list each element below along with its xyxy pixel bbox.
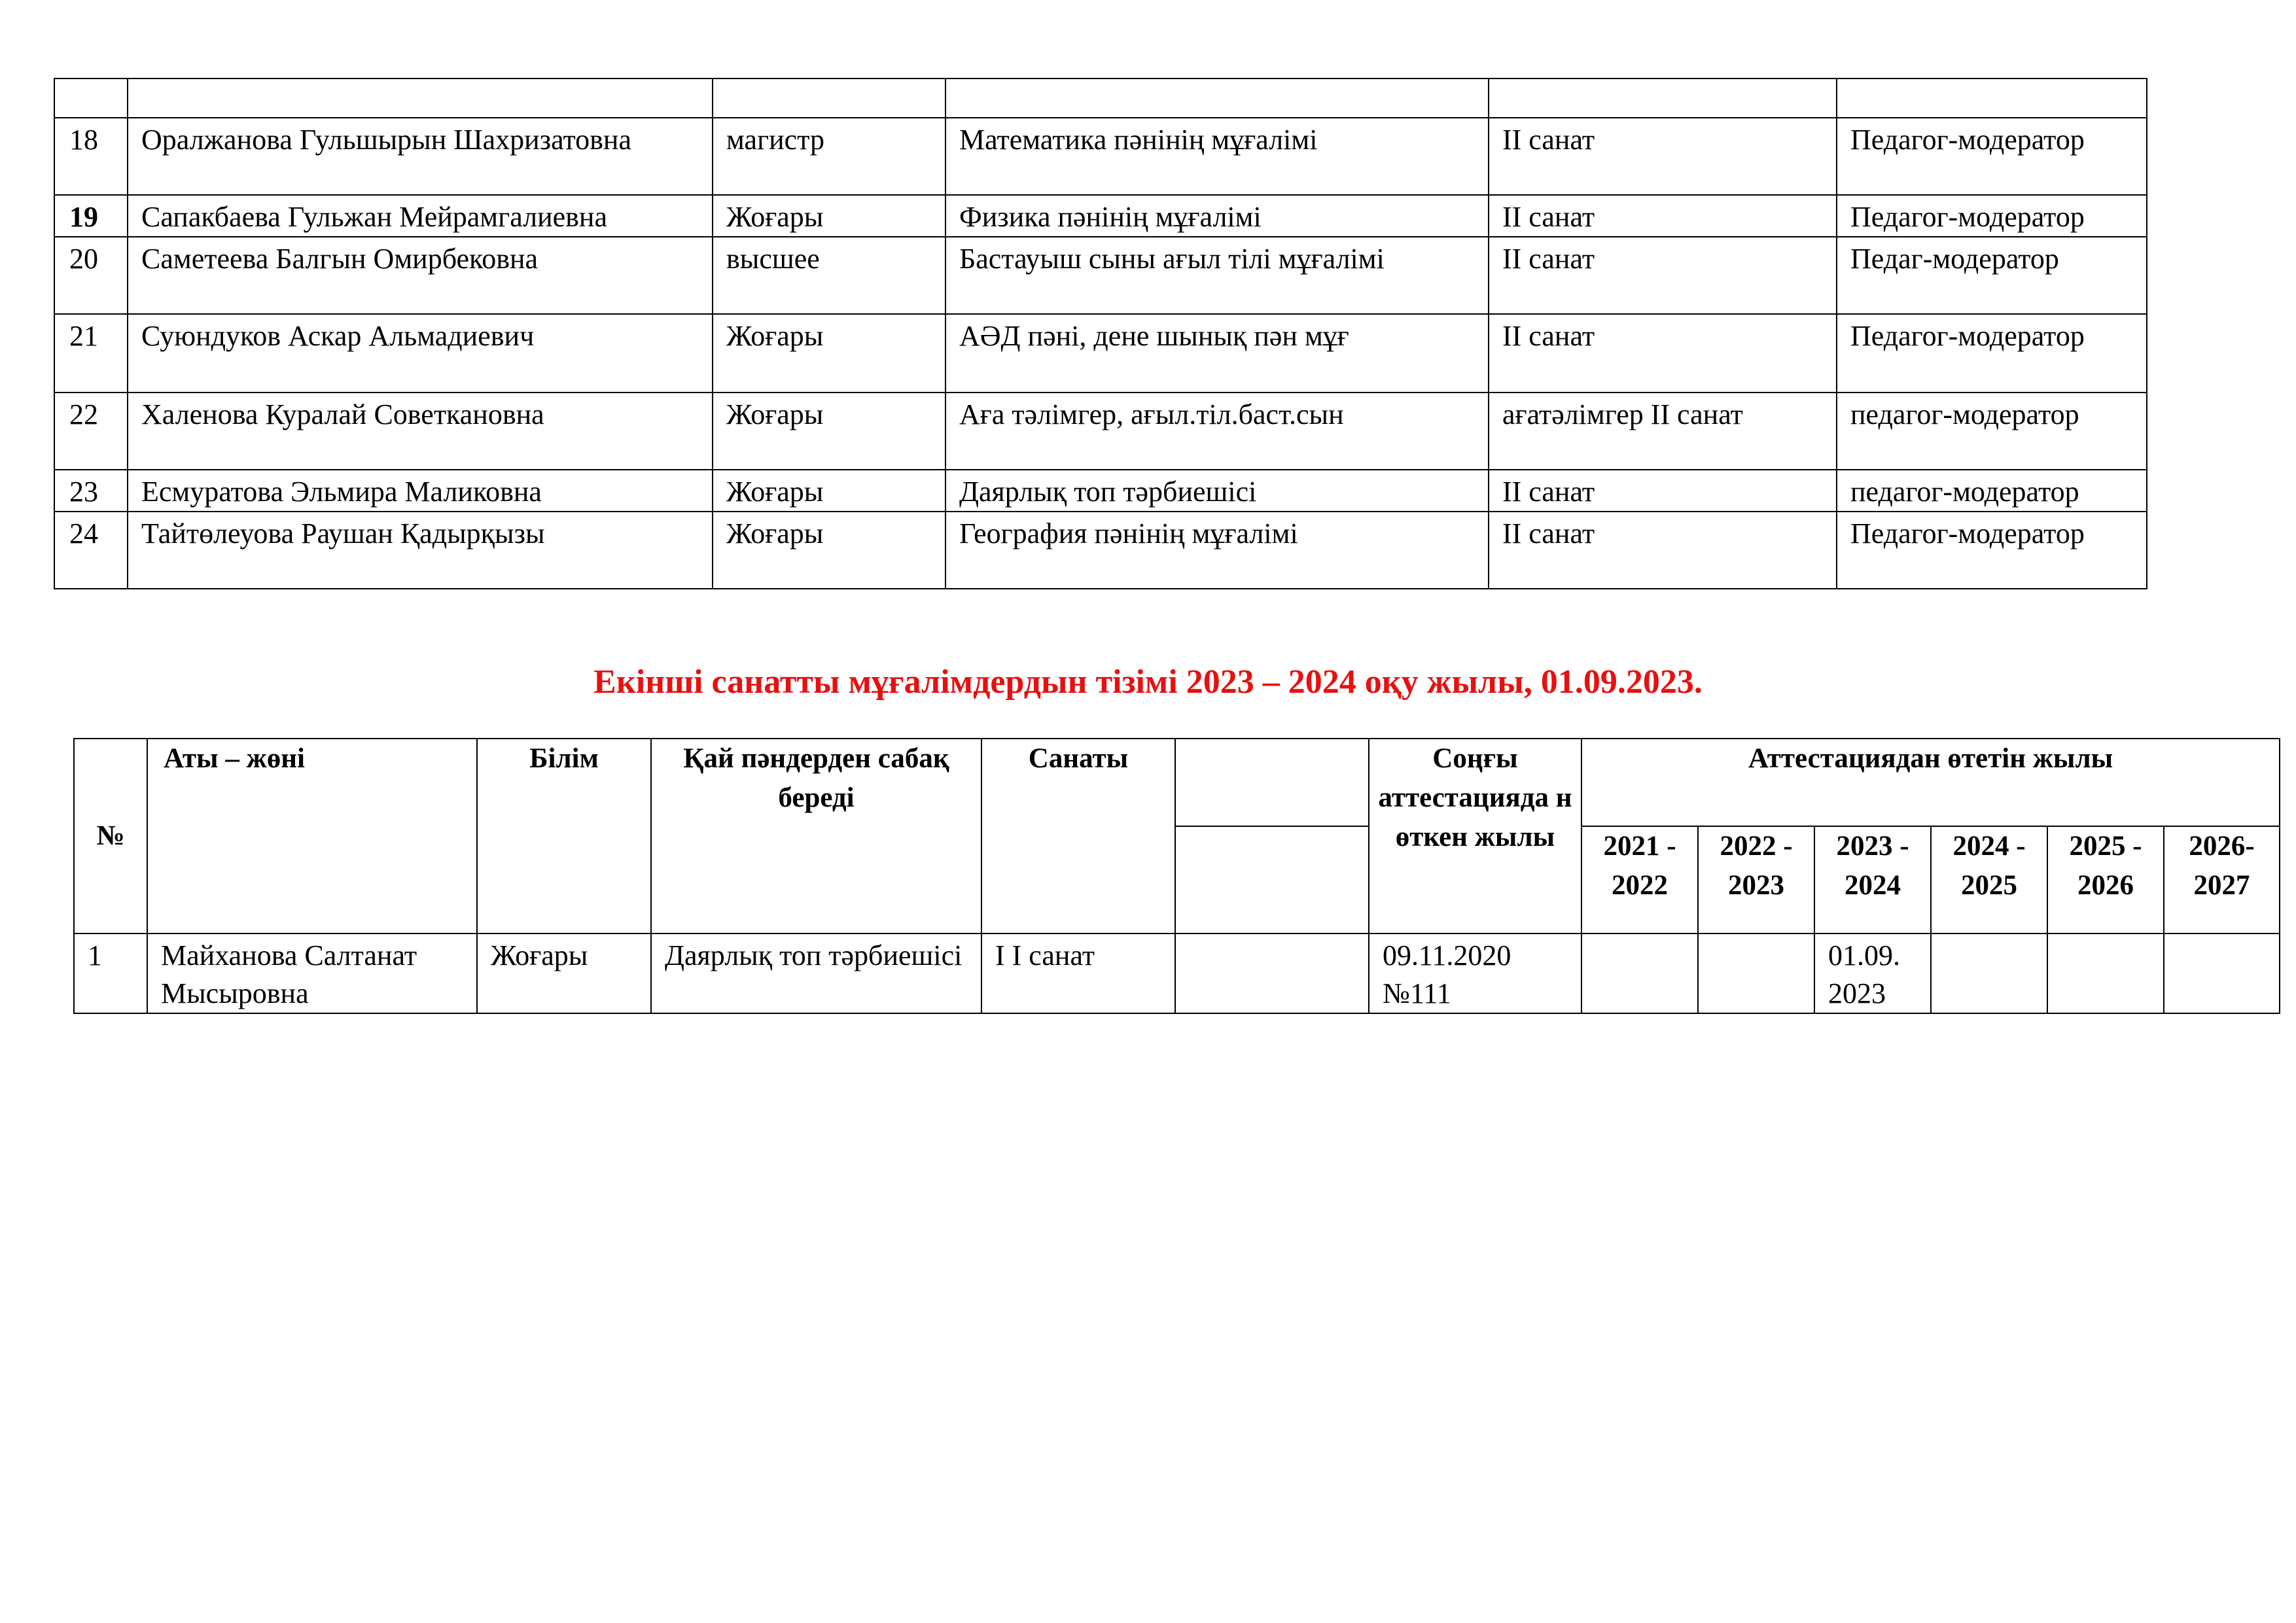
- header-num: №: [74, 739, 147, 934]
- staff-table-continued: [54, 78, 2147, 589]
- teacher-category: II санат: [1489, 314, 1837, 393]
- table-header-row: [74, 739, 2280, 826]
- teacher-education: магистр: [713, 118, 945, 195]
- teacher-education: Жоғары: [477, 934, 651, 1013]
- table-row: [74, 934, 2280, 1013]
- cell-empty: [128, 79, 713, 118]
- row-number: 18: [54, 118, 128, 195]
- header-empty: [1175, 739, 1369, 826]
- year-cell: [1931, 934, 2047, 1013]
- header-subjects: Қай пәндерден сабақ береді: [651, 739, 981, 934]
- row-number: 22: [54, 393, 128, 470]
- teacher-rank: Педаг-модератор: [1837, 237, 2147, 314]
- row-number: 21: [54, 314, 128, 393]
- year-cell: [1698, 934, 1814, 1013]
- teacher-subject: География пәнінің мұғалімі: [945, 512, 1489, 589]
- table-row: [54, 195, 2147, 237]
- row-number: 24: [54, 512, 128, 589]
- teacher-rank: педагог-модератор: [1837, 393, 2147, 470]
- teacher-category: II санат: [1489, 512, 1837, 589]
- teacher-category: II санат: [1489, 118, 1837, 195]
- row-number: 19: [54, 195, 128, 237]
- table-row: [54, 512, 2147, 589]
- header-year: 2025 - 2026: [2047, 826, 2164, 934]
- cell-empty: [54, 79, 128, 118]
- teacher-subject: Математика пәнінің мұғалімі: [945, 118, 1489, 195]
- teacher-name: Есмуратова Эльмира Маликовна: [128, 470, 713, 512]
- teacher-education: высшее: [713, 237, 945, 314]
- teacher-category: II санат: [1489, 195, 1837, 237]
- header-last-attestation: Соңғы аттестацияда н өткен жылы: [1369, 739, 1581, 934]
- teacher-education: Жоғары: [713, 393, 945, 470]
- table-row: [54, 314, 2147, 393]
- teacher-name: Сапакбаева Гульжан Мейрамгалиевна: [128, 195, 713, 237]
- teacher-category: I I санат: [981, 934, 1175, 1013]
- teacher-category: II санат: [1489, 237, 1837, 314]
- teacher-rank: педагог-модератор: [1837, 470, 2147, 512]
- header-year: 2026- 2027: [2164, 826, 2280, 934]
- year-cell: 01.09. 2023: [1814, 934, 1931, 1013]
- teacher-subjects: Даярлық топ тәрбиешісі: [651, 934, 981, 1013]
- header-education: Білім: [477, 739, 651, 934]
- year-cell: [1581, 934, 1698, 1013]
- teacher-education: Жоғары: [713, 470, 945, 512]
- row-number: 23: [54, 470, 128, 512]
- teacher-rank: Педагог-модератор: [1837, 118, 2147, 195]
- table-row: [54, 393, 2147, 470]
- teacher-subject: АӘД пәні, дене шынық пән мұғ: [945, 314, 1489, 393]
- year-cell: [2047, 934, 2164, 1013]
- year-cell: [2164, 934, 2280, 1013]
- teacher-subject: Аға тәлімгер, ағыл.тіл.баст.сын: [945, 393, 1489, 470]
- header-year: 2021 - 2022: [1581, 826, 1698, 934]
- teacher-name: Саметеева Балгын Омирбековна: [128, 237, 713, 314]
- teacher-subject: Физика пәнінің мұғалімі: [945, 195, 1489, 237]
- cell-empty: [1489, 79, 1837, 118]
- teacher-category: ағатәлімгер II санат: [1489, 393, 1837, 470]
- teacher-name: Халенова Куралай Советкановна: [128, 393, 713, 470]
- teacher-rank: Педагог-модератор: [1837, 195, 2147, 237]
- cell-empty: [713, 79, 945, 118]
- teacher-name: Оралжанова Гульшырын Шахризатовна: [128, 118, 713, 195]
- teacher-rank: Педагог-модератор: [1837, 314, 2147, 393]
- teacher-rank: Педагог-модератор: [1837, 512, 2147, 589]
- cell-empty: [1837, 79, 2147, 118]
- header-category: Санаты: [981, 739, 1175, 934]
- teacher-name: Суюндуков Аскар Альмадиевич: [128, 314, 713, 393]
- section-title: Екінші санатты мұғалімдердын тізімі 2023 – 2024 оқу жылы, 01.09.2023.: [593, 663, 1703, 701]
- last-attestation: 09.11.2020 №111: [1369, 934, 1581, 1013]
- table-row-empty: [54, 79, 2147, 118]
- header-year: 2022 - 2023: [1698, 826, 1814, 934]
- table-row: [54, 237, 2147, 314]
- teacher-education: Жоғары: [713, 314, 945, 393]
- teacher-category: II санат: [1489, 470, 1837, 512]
- header-year: 2023 - 2024: [1814, 826, 1931, 934]
- row-number: 1: [74, 934, 147, 1013]
- cell-empty: [1175, 934, 1369, 1013]
- row-number: 20: [54, 237, 128, 314]
- cell-empty: [945, 79, 1489, 118]
- header-year: 2024 - 2025: [1931, 826, 2047, 934]
- teacher-education: Жоғары: [713, 195, 945, 237]
- teacher-subject: Бастауыш сыны ағыл тілі мұғалімі: [945, 237, 1489, 314]
- header-name: Аты – жөні: [147, 739, 477, 934]
- table-row: [54, 118, 2147, 195]
- header-empty: [1175, 826, 1369, 934]
- teacher-name: Майханова Салтанат Мысыровна: [147, 934, 477, 1013]
- table-row: [54, 470, 2147, 512]
- teacher-education: Жоғары: [713, 512, 945, 589]
- header-attestation-years: Аттестациядан өтетін жылы: [1581, 739, 2280, 826]
- teacher-subject: Даярлық топ тәрбиешісі: [945, 470, 1489, 512]
- teacher-name: Тайтөлеуова Раушан Қадырқызы: [128, 512, 713, 589]
- second-category-teachers-table: [73, 738, 2280, 1014]
